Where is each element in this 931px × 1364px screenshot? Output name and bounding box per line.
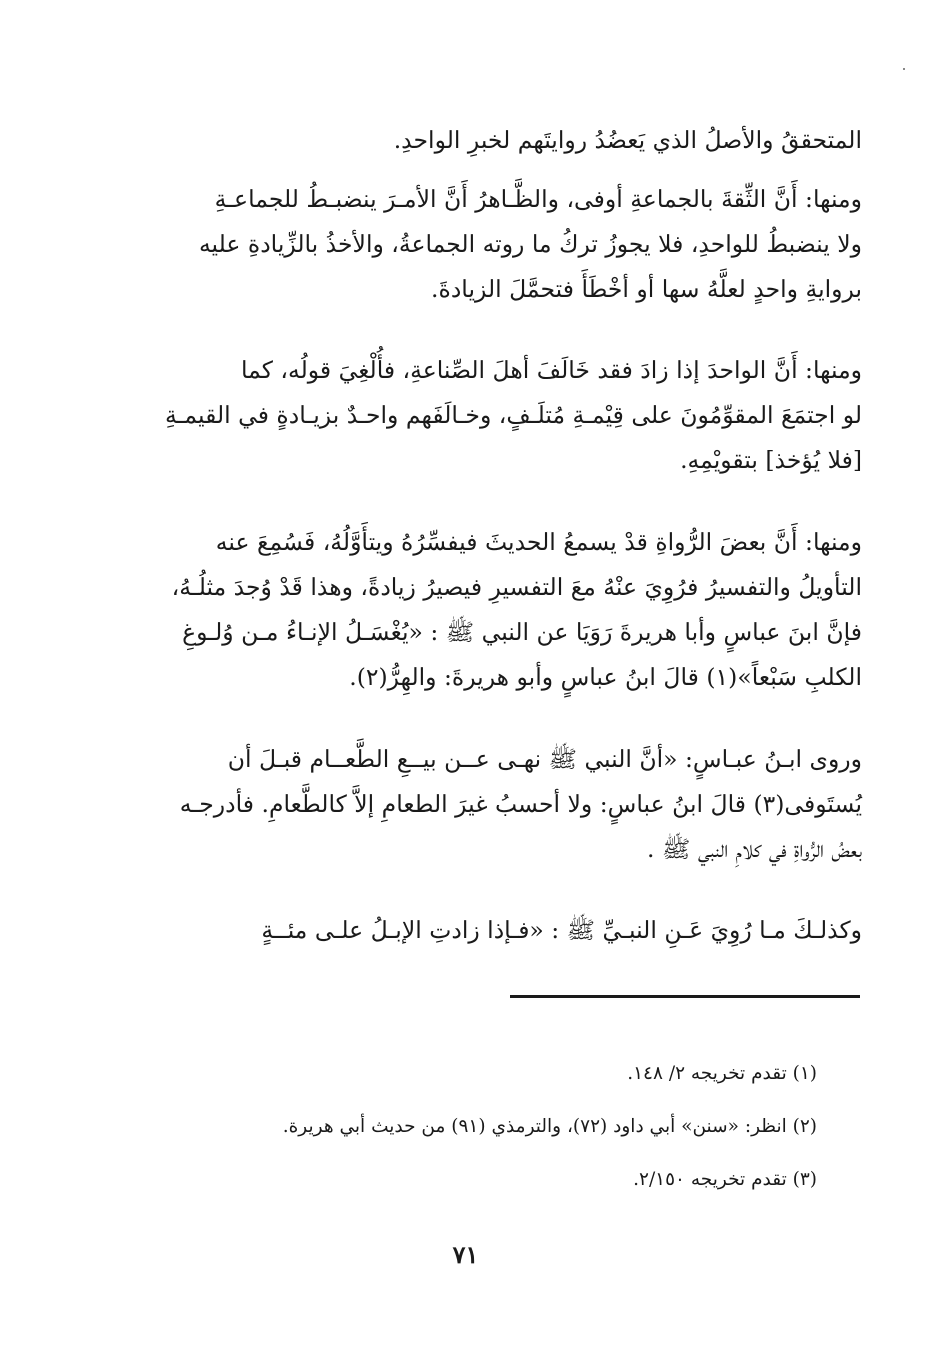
text-line: بعضُ الرُّواةِ في كلامِ النبي ﷺ . (647, 835, 862, 863)
body-paragraph (150, 118, 862, 163)
body-paragraph (150, 177, 862, 312)
text-line: الكلبِ سَبْعاً»(١) قالَ ابنُ عباسٍ وأبو هريرةَ: والهِرُّ(٢). (349, 663, 862, 691)
body-paragraph (150, 348, 862, 483)
text-line: ولا ينضبطُ للواحدِ، فلا يجوزُ تركُ ما روته الجماعةُ، والأخذُ بالزِّيادةِ عليه (198, 230, 862, 258)
footnote-1: (١) تقدم تخريجه ٢/ ١٤٨. (627, 1063, 817, 1084)
footnote-3: (٣) تقدم تخريجه ٢/١٥٠. (633, 1169, 817, 1190)
body-paragraph (150, 520, 862, 700)
text-line: المتحققُ والأصلُ الذي يَعضُدُ روايتَهم لخبرِ الواحدِ. (393, 126, 862, 154)
text-line: يُستَوفى(٣) قالَ ابنُ عباسٍ: ولا أحسبُ غيرَ الطعامِ إلاَّ كالطَّعامِ. فأدرجـه (179, 790, 862, 818)
text-line: ومنها: أَنَّ الثِّقةَ بالجماعةِ أوفى، والظَّـاهرُ أَنَّ الأمـرَ ينضبـطُ للجماعـةِ (214, 185, 862, 213)
text-line: [فلا يُؤخذ] بتقويْمِهِ. (680, 446, 862, 474)
margin-speck (903, 68, 905, 70)
text-line: لو اجتمَعَ المقوِّمُونَ على قِيْمـةِ مُتلَـفٍ، وخـالَفَهم واحـدٌ بزيـادةٍ في القيمـةِ (164, 401, 862, 429)
text-line: وكذلـكَ مـا رُوِيَ عَـنِ النبـيِّ ﷺ : «فـإذا زادتِ الإبـلُ علـى مئــةٍ (261, 916, 862, 944)
text-line: فإنَّ ابنَ عباسٍ وأبا هريرةَ رَوَيَا عن النبي ﷺ : «يُغْسَـلُ الإنـاءُ مـن وُلـوغِ (182, 618, 862, 646)
footnotes-section (150, 1047, 817, 1206)
text-line: ومنها: أَنَّ الواحدَ إذا زادَ فقد خَالَفَ أهلَ الصِّناعةِ، فأُلْغِيَ قولُه، كما (241, 356, 862, 384)
footnote-divider (510, 995, 860, 998)
body-paragraph (150, 737, 862, 872)
page-number: ٧١ (452, 1240, 479, 1269)
footnote-2: (٢) انظر: «سنن» أبي داود (٧٢)، والترمذي (٩١) من حديث أبي هريرة. (282, 1116, 817, 1137)
text-line: التأويلُ والتفسيرُ فرُوِيَ عنْهُ معَ التفسيرِ فيصيرُ زيادةً، وهذا قَدْ وُجدَ مثلُـهُ، (171, 573, 862, 601)
text-line: ومنها: أَنَّ بعضَ الرُّواةِ قدْ يسمعُ الحديثَ فيفسِّرُهُ ويتأَوَّلُهُ، فَسُمِعَ عنه (215, 528, 862, 556)
text-line: وروى ابـنُ عبـاسٍ: «أنَّ النبي ﷺ نهـى عــن بيــعِ الطَّعــام قبـلَ أن (227, 745, 862, 773)
body-paragraph (150, 908, 862, 953)
text-line: بروايةِ واحدٍ لعلَّهُ سها أو أخْطَأَ فتحمَّلَ الزيادةَ. (431, 275, 862, 303)
